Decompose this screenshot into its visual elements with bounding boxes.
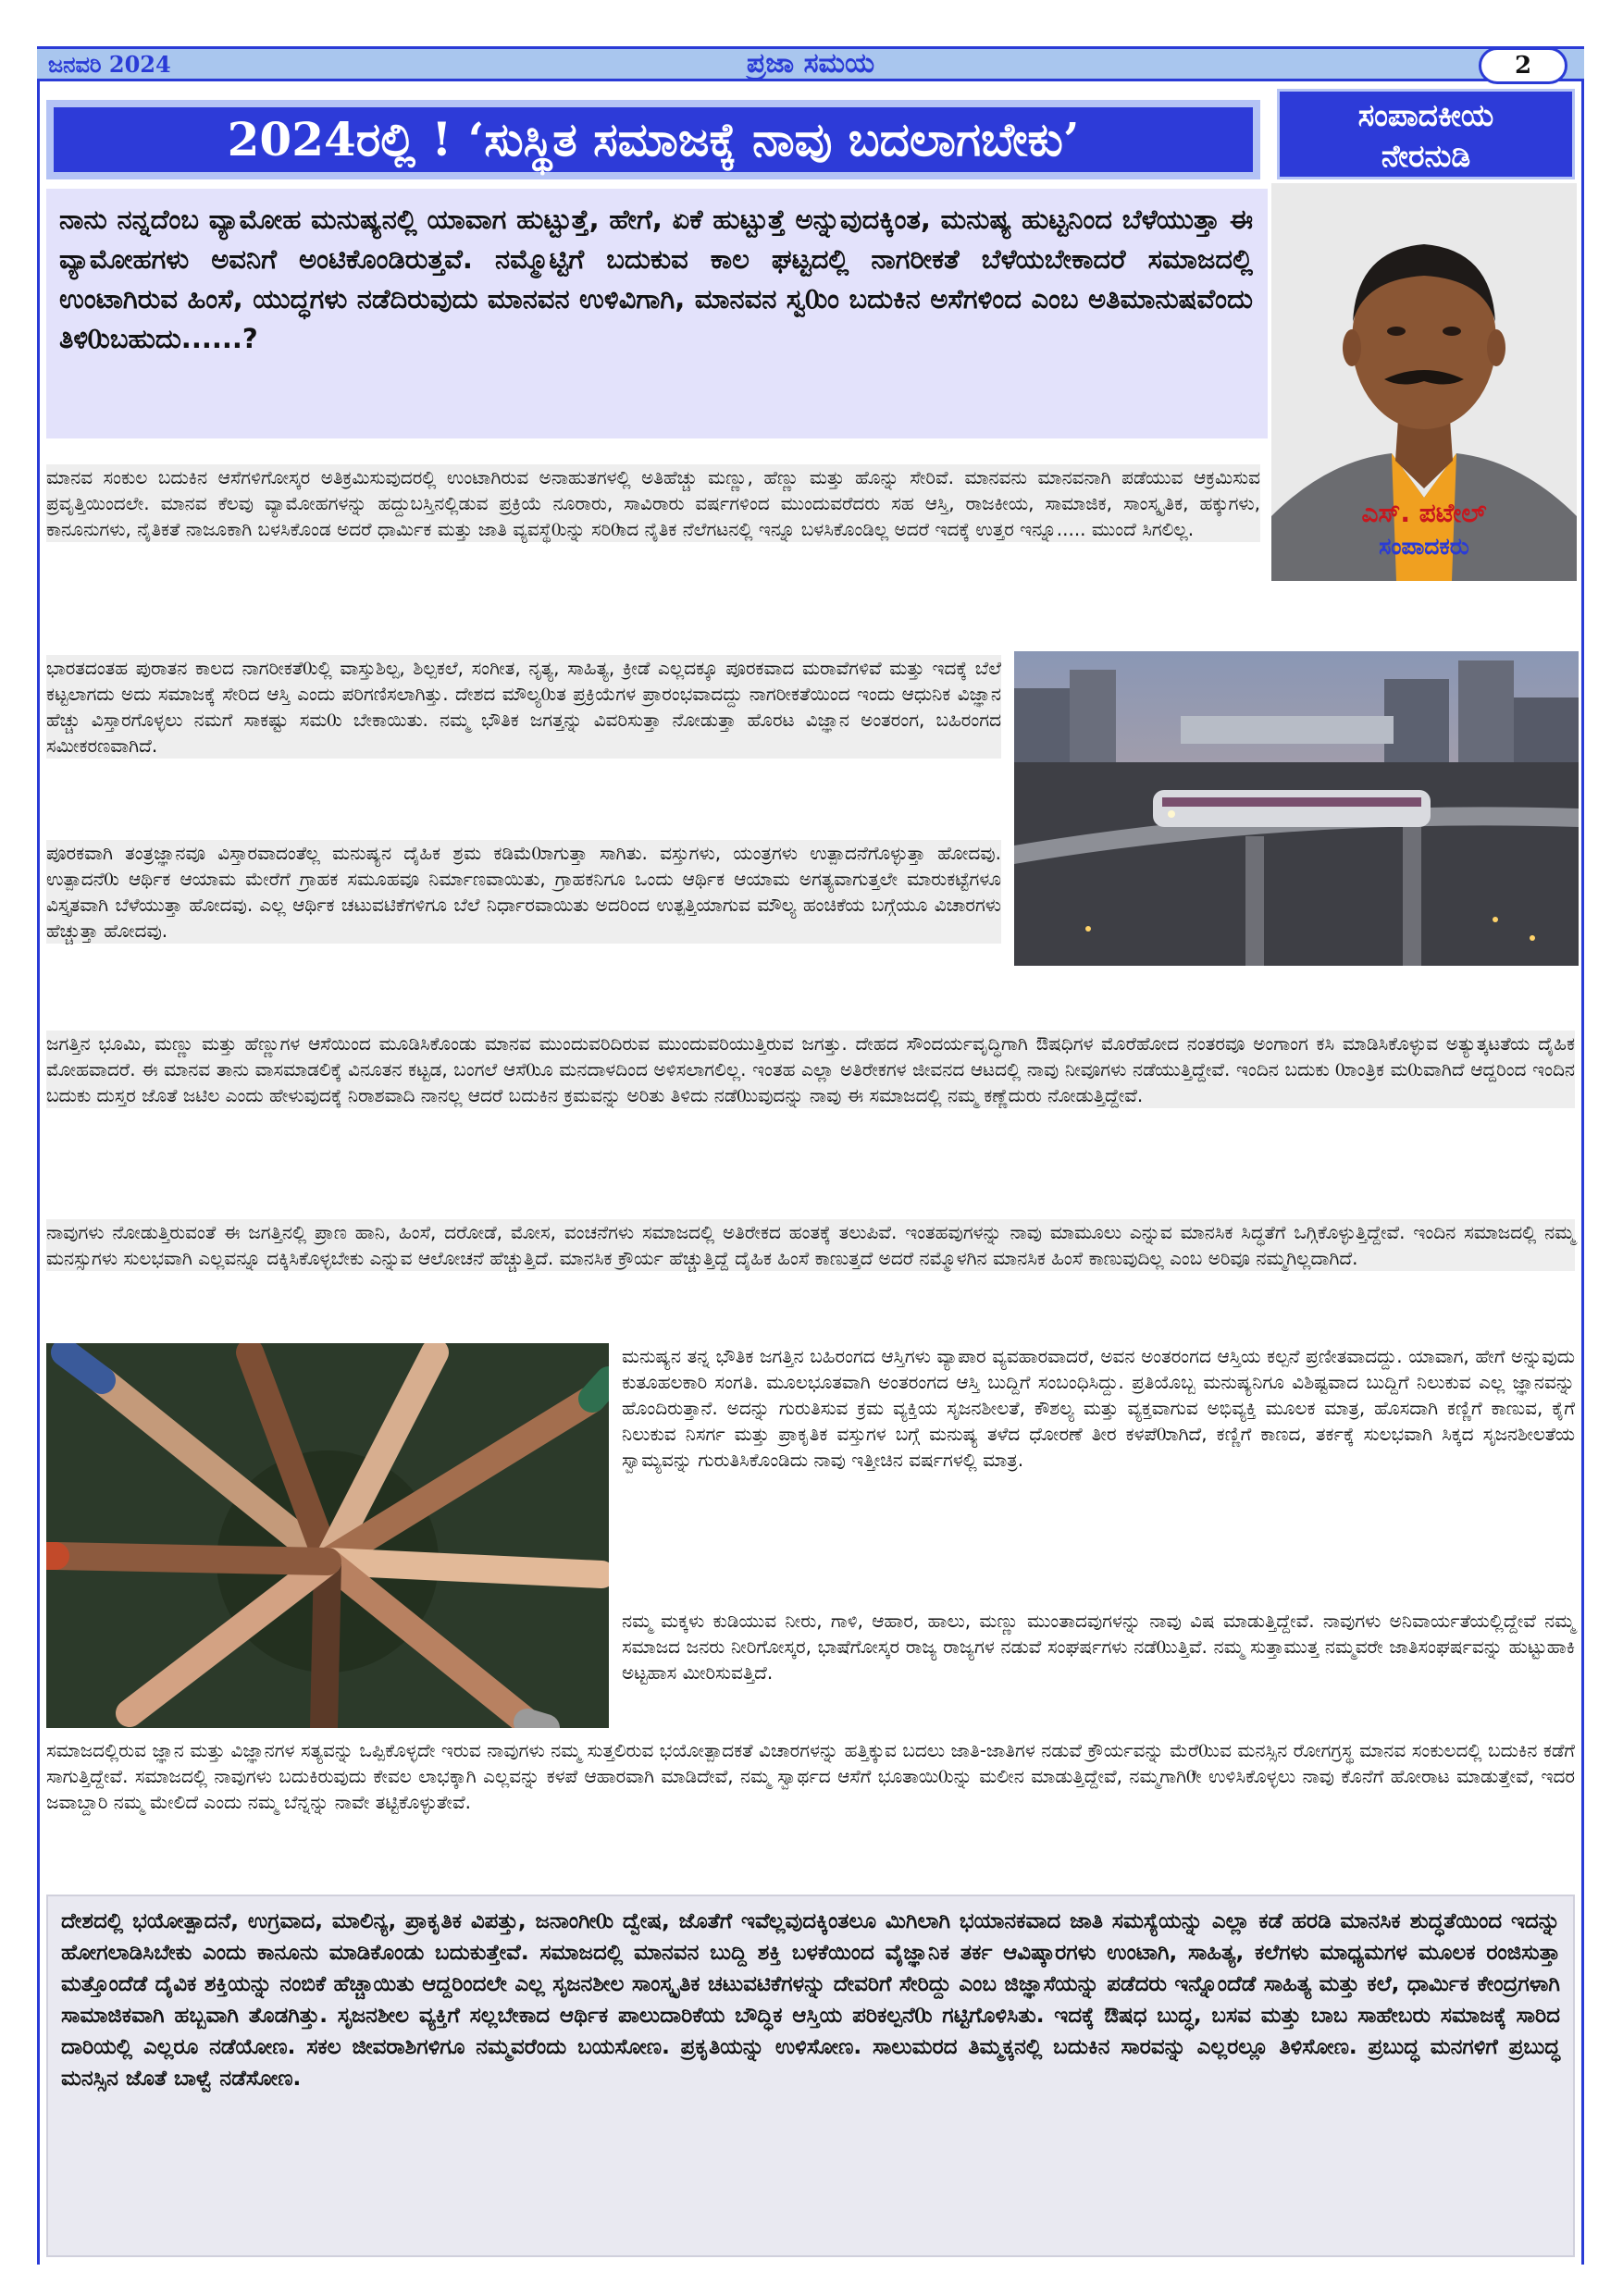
headline-title: 2024ರಲ್ಲಿ ! ‘ಸುಸ್ಥಿತ ಸಮಾಜಕ್ಕೆ ನಾವು ಬದಲಾಗಬೇಕು’ — [227, 112, 1080, 167]
paragraph-2: ಭಾರತದಂತಹ ಪುರಾತನ ಕಾಲದ ನಾಗರೀಕತೆ0ುಲ್ಲಿ ವಾಸ್ತುಶಿಲ್ಪ, ಶಿಲ್ಪಕಲೆ, ಸಂಗೀತ, ನೃತ್ಯ, ಸಾಹಿತ್ಯ, ಕ್ರೀಡೆ ಎಲ್ಲದಕ್ಕೂ ಪೂರಕವಾದ ಮರಾವೆಗಳಿವೆ ಮತ್ತು ಇದಕ್ಕೆ ಬೆಲೆ ಕಟ್ಟಲಾಗದು ಅದು ಸಮಾಜಕ್ಕೆ ಸೇರಿದ ಆಸ್ತಿ ಎಂದು ಪರಿಗಣಿಸಲಾಗಿತ್ತು. ದೇಶದ ಮೌಲ್ಯ0ುತ ಪ್ರಕ್ರಿಯೆಗಳ ಪ್ರಾರಂಭವಾದದ್ದು ನಾಗರೀಕತೆಯಿಂದ ಇಂದು ಆಧುನಿಕ ವಿಜ್ಞಾನ ಹೆಚ್ಚು ವಿಸ್ತಾರಗೊಳ್ಳಲು ನಮಗೆ ಸಾಕಷ್ಟು ಸಮ0ು ಬೇಕಾಯಿತು. ನಮ್ಮ ಭೌತಿಕ ಜಗತ್ತನ್ನು ವಿವರಿಸುತ್ತಾ ನೋಡುತ್ತಾ ಹೊರಟ ವಿಜ್ಞಾನ ಅಂತರಂಗ, ಬಹಿರಂಗದ ಸಮೀಕರಣವಾಗಿದೆ. — [46, 657, 1001, 757]
hands-image-icon — [46, 1343, 609, 1728]
author-role: ಸಂಪಾದಕರು — [1379, 533, 1469, 560]
paragraph-5: ನಾವುಗಳು ನೋಡುತ್ತಿರುವಂತೆ ಈ ಜಗತ್ತಿನಲ್ಲಿ ಪ್ರಾಣ ಹಾನಿ, ಹಿಂಸೆ, ದರೋಡೆ, ಮೋಸ, ವಂಚನೆಗಳು ಸಮಾಜದಲ್ಲಿ ಅತಿರೇಕದ ಹಂತಕ್ಕೆ ತಲುಪಿವೆ. ಇಂತಹವುಗಳನ್ನು ನಾವು ಮಾಮೂಲು ಎನ್ನುವ ಮಾನಸಿಕ ಸಿದ್ಧತೆಗೆ ಒಗ್ಗಿಕೊಳ್ಳುತ್ತಿದ್ದೇವೆ. ಇಂದಿನ ಸಮಾಜದಲ್ಲಿ ನಮ್ಮ ಮನಸ್ಸುಗಳು ಸುಲಭವಾಗಿ ಎಲ್ಲವನ್ನೂ ದಕ್ಕಿಸಿಕೊಳ್ಳಬೇಕು ಎನ್ನುವ ಆಲೋಚನೆ ಹೆಚ್ಚುತ್ತಿದೆ. ಮಾನಸಿಕ ಕ್ರೌರ್ಯ ಹೆಚ್ಚುತ್ತಿದ್ದೆ ದೈಹಿಕ ಹಿಂಸೆ ಕಾಣುತ್ತದೆ ಅದರೆ ನಮ್ಮೊಳಗಿನ ಮಾನಸಿಕ ಹಿಂಸೆ ಕಾಣುವುದಿಲ್ಲ ಎಂಬ ಅರಿವೂ ನಮ್ಮಗಿಲ್ಲದಾಗಿದೆ. — [46, 1221, 1575, 1269]
metro-train-photo — [1014, 651, 1579, 966]
column-name: ನೇರನುಡಿ — [1381, 138, 1471, 174]
paragraph-1: ಮಾನವ ಸಂಕುಲ ಬದುಕಿನ ಆಸೆಗಳಿಗೋಸ್ಕರ ಅತಿಕ್ರಮಿಸುವುದರಲ್ಲಿ ಉಂಟಾಗಿರುವ ಅನಾಹುತಗಳಲ್ಲಿ ಅತಿಹೆಚ್ಚು ಮಣ್ಣು, ಹೆಣ್ಣು ಮತ್ತು ಹೊನ್ನು ಸೇರಿವೆ. ಮಾನವನು ಮಾನವನಾಗಿ ಪಡೆಯುವ ಆಕ್ರಮಿಸುವ ಪ್ರವೃತ್ತಿಯಿಂದಲೇ. ಮಾನವ ಕೆಲವು ವ್ಯಾಮೋಹಗಳನ್ನು ಹದ್ದುಬಸ್ತಿನಲ್ಲಿಡುವ ಪ್ರಕ್ರಿಯೆ ನೂರಾರು, ಸಾವಿರಾರು ವರ್ಷಗಳಿಂದ ಮುಂದುವರೆದರು ಸಹ ಆಸ್ತಿ, ರಾಜಕೀಯ, ಸಾಮಾಜಿಕ, ಸಾಂಸ್ಕೃತಿಕ, ಹಕ್ಕುಗಳು, ಕಾನೂನುಗಳು, ನೈತಿಕತೆ ನಾಜೂಕಾಗಿ ಬಳಸಿಕೊಂಡ ಅದರೆ ಧಾರ್ಮಿಕ ಮತ್ತು ಜಾತಿ ವ್ಯವಸ್ಥೆ0ುನ್ನು ಸರಿ0ಾದ ನೈತಿಕ ನೆಲೆಗಟನಲ್ಲಿ ಇನ್ನೂ ಬಳಸಿಕೊಂಡಿಲ್ಲ ಅದರೆ ಇದಕ್ಕೆ ಉತ್ತರ ಇನ್ನೂ..... ಮುಂದೆ ಸಿಗಲಿಲ್ಲ. — [46, 466, 1260, 540]
author-name: ಎಸ್. ಪಟೇಲ್ — [1361, 498, 1487, 528]
editorial-label-box — [1277, 89, 1575, 179]
closing-paragraph: ದೇಶದಲ್ಲಿ ಭಯೋತ್ಪಾದನೆ, ಉಗ್ರವಾದ, ಮಾಲಿನ್ಯ, ಪ್ರಾಕೃತಿಕ ವಿಪತ್ತು, ಜನಾಂಗೀ0ು ದ್ವೇಷ, ಜೊತೆಗೆ ಇವೆಲ್ಲವುದಕ್ಕಿಂತಲೂ ಮಿಗಿಲಾಗಿ ಭಯಾನಕವಾದ ಜಾತಿ ಸಮಸ್ಯೆಯನ್ನು ಎಲ್ಲಾ ಕಡೆ ಹರಡಿ ಮಾನಸಿಕ ಶುದ್ಧತೆಯಿಂದ ಇದನ್ನು ಹೋಗಲಾಡಿಸಿಬೇಕು ಎಂದು ಕಾನೂನು ಮಾಡಿಕೊಂಡು ಬದುಕುತ್ತೇವೆ. ಸಮಾಜದಲ್ಲಿ ಮಾನವನ ಬುದ್ದಿ ಶಕ್ತಿ ಬಳಕೆಯಿಂದ ವೈಜ್ಞಾನಿಕ ತರ್ಕ ಆವಿಷ್ಕಾರಗಳು ಉಂಟಾಗಿ, ಸಾಹಿತ್ಯ, ಕಲೆಗಳು ಮಾಧ್ಯಮಗಳ ಮೂಲಕ ರಂಜಿಸುತ್ತಾ ಮತ್ತೊಂದೆಡೆ ದೈವಿಕ ಶಕ್ತಿಯನ್ನು ನಂಬಿಕೆ ಹೆಚ್ಚಾಯಿತು ಆದ್ದರಿಂದಲೇ ಎಲ್ಲ ಸೃಜನಶೀಲ ಸಾಂಸ್ಕೃತಿಕ ಚಟುವಟಿಕೆಗಳನ್ನು ದೇವರಿಗೆ ಸೇರಿದ್ದು ಎಂಬ ಜಿಜ್ಞಾಸೆಯನ್ನು ಪಡೆದರು ಇನ್ನೊಂದೆಡೆ ಸಾಹಿತ್ಯ ಮತ್ತು ಕಲೆ, ಧಾರ್ಮಿಕ ಕೇಂದ್ರಗಳಾಗಿ ಸಾಮಾಜಿಕವಾಗಿ ಹಬ್ಬವಾಗಿ ತೊಡಗಿತ್ತು. ಸೃಜನಶೀಲ ವ್ಯಕ್ತಿಗೆ ಸಲ್ಲಬೇಕಾದ ಆರ್ಥಿಕ ಪಾಲುದಾರಿಕೆಯ ಬೌದ್ಧಿಕ ಆಸ್ತಿಯ ಪರಿಕಲ್ಪನೆ0ು ಗಟ್ಟಿಗೊಳಿಸಿತು. ಇದಕ್ಕೆ ಔಷಧ ಬುದ್ಧ, ಬಸವ ಮತ್ತು ಬಾಬ ಸಾಹೇಬರು ಸಮಾಜಕ್ಕೆ ಸಾರಿದ ದಾರಿಯಲ್ಲಿ ಎಲ್ಲರೂ ನಡೆಯೋಣ. ಸಕಲ ಜೀವರಾಶಿಗಳಿಗೂ ನಮ್ಮವರೆಂದು ಬಯಸೋಣ. ಪ್ರಕೃತಿಯನ್ನು ಉಳಿಸೋಣ. ಸಾಲುಮರದ ತಿಮ್ಮಕ್ಕನಲ್ಲಿ ಬದುಕಿನ ಸಾರವನ್ನು ಎಲ್ಲರಲ್ಲೂ ತಿಳಿಸೋಣ. ಪ್ರಬುದ್ಧ ಮನಗಳಿಗೆ ಪ್ರಬುದ್ಧ ಮನಸ್ಸಿನ ಜೊತೆ ಬಾಳ್ವೆ ನಡೆಸೋಣ. — [46, 1895, 1575, 2257]
paragraph-6: ಮನುಷ್ಯನ ತನ್ನ ಭೌತಿಕ ಜಗತ್ತಿನ ಬಹಿರಂಗದ ಆಸ್ತಿಗಳು ವ್ಯಾಪಾರ ವ್ಯವಹಾರವಾದರೆ, ಅವನ ಅಂತರಂಗದ ಆಸ್ತಿಯ ಕಲ್ಪನೆ ಪ್ರಣೀತವಾದದ್ದು. ಯಾವಾಗ, ಹೇಗೆ ಅನ್ನುವುದು ಕುತೂಹಲಕಾರಿ ಸಂಗತಿ. ಮೂಲಭೂತವಾಗಿ ಅಂತರಂಗದ ಆಸ್ತಿ ಬುದ್ದಿಗೆ ಸಂಬಂಧಿಸಿದ್ದು. ಪ್ರತಿಯೊಬ್ಬ ಮನುಷ್ಯನಿಗೂ ವಿಶಿಷ್ಟವಾದ ಬುದ್ದಿಗೆ ನಿಲುಕುವ ಎಲ್ಲ ಜ್ಞಾನವನ್ನು ಹೊಂದಿರುತ್ತಾನೆ. ಅದನ್ನು ಗುರುತಿಸುವ ಕ್ರಮ ವ್ಯಕ್ತಿಯ ಸೃಜನಶೀಲತೆ, ಕೌಶಲ್ಯ ಮತ್ತು ವ್ಯಕ್ತವಾಗುವ ಅಭಿವ್ಯಕ್ತಿ ಮೂಲಕ ಮಾತ್ರ, ಹೊಸದಾಗಿ ಕಣ್ಣಿಗೆ ಕಾಣುವ, ಕೈಗೆ ನಿಲುಕುವ ನಿಸರ್ಗ ಮತ್ತು ಪ್ರಾಕೃತಿಕ ವಸ್ತುಗಳ ಬಗ್ಗೆ ಮನುಷ್ಯ ತಳೆದ ಧೋರಣೆ ತೀರ ಕಳಪೆ0ುಾಗಿದೆ, ಕಣ್ಣಿಗೆ ಕಾಣದ, ತರ್ಕಕ್ಕೆ ಸುಲಭವಾಗಿ ಸಿಕ್ಕದ ಸೃಜನಶೀಲತೆಯ ಸ್ವಾಮ್ಯವನ್ನು ಗುರುತಿಸಿಕೊಂಡಿದು ನಾವು ಇತ್ತೀಚಿನ ವರ್ಷಗಳಲ್ಲಿ ಮಾತ್ರ. — [622, 1345, 1575, 1471]
paragraph-7-part-1: ನಮ್ಮ ಮಕ್ಕಳು ಕುಡಿಯುವ ನೀರು, ಗಾಳಿ, ಆಹಾರ, ಹಾಲು, ಮಣ್ಣು ಮುಂತಾದವುಗಳನ್ನು ನಾವು ವಿಷ ಮಾಡುತ್ತಿದ್ದೇವೆ. ನಾವುಗಳು ಅನಿವಾರ್ಯತೆಯಲ್ಲಿದ್ದೇವೆ ನಮ್ಮ ಸಮಾಜದ ಜನರು ನೀರಿಗೋಸ್ಕರ, ಭಾಷೆಗೋಸ್ಕರ ರಾಜ್ಯ ರಾಜ್ಯಗಳ ನಡುವೆ ಸಂಘರ್ಷಗಳು ನಡೆ0ುುತ್ತಿವೆ. ನಮ್ಮ ಸುತ್ತಾಮುತ್ತ ನಮ್ಮವರೇ ಜಾತಿಸಂಘರ್ಷವನ್ನು ಹುಟ್ಟುಹಾಕಿ ಅಟ್ಟಹಾಸ ಮೀರಿಸುವತ್ತಿದೆ. — [622, 1610, 1575, 1684]
lead-paragraph: ನಾನು ನನ್ನದೆಂಬ ವ್ಯಾಮೋಹ ಮನುಷ್ಯನಲ್ಲಿ ಯಾವಾಗ ಹುಟ್ಟುತ್ತೆ, ಹೇಗೆ, ಏಕೆ ಹುಟ್ಟುತ್ತೆ ಅನ್ನುವುದಕ್ಕಿಂತ, ಮನುಷ್ಯ ಹುಟ್ಟನಿಂದ ಬೆಳೆಯುತ್ತಾ ಈ ವ್ಯಾಮೋಹಗಳು ಅವನಿಗೆ ಅಂಟಿಕೊಂಡಿರುತ್ತವೆ. ನಮ್ಮೊಟ್ಟಿಗೆ ಬದುಕುವ ಕಾಲ ಘಟ್ಟದಲ್ಲಿ ನಾಗರೀಕತೆ ಬೆಳೆಯಬೇಕಾದರೆ ಸಮಾಜದಲ್ಲಿ ಉಂಟಾಗಿರುವ ಹಿಂಸೆ, ಯುದ್ಧಗಳು ನಡೆದಿರುವುದು ಮಾನವನ ಉಳಿವಿಗಾಗಿ, ಮಾನವನ ಸ್ವ0ುಂ ಬದುಕಿನ ಅಸೆಗಳಿಂದ ಎಂಬ ಅತಿಮಾನುಷವೆಂದು ತಿಳಿ0ುಬಹುದು......? — [46, 189, 1268, 438]
newspaper-name: ಪ್ರಜಾ ಸಮಯ — [746, 47, 875, 80]
page-number: 2 — [1479, 47, 1567, 84]
header-bar — [37, 46, 1584, 81]
author-caption — [1271, 498, 1577, 581]
editorial-label: ಸಂಪಾದಕೀಯ — [1357, 97, 1494, 133]
headline-banner — [46, 100, 1260, 179]
paragraph-3: ಪೂರಕವಾಗಿ ತಂತ್ರಜ್ಞಾನವೂ ವಿಸ್ತಾರವಾದಂತೆಲ್ಲ ಮನುಷ್ಯನ ದೈಹಿಕ ಶ್ರಮ ಕಡಿಮೆ0ುಾಗುತ್ತಾ ಸಾಗಿತು. ವಸ್ತುಗಳು, ಯಂತ್ರಗಳು ಉತ್ಪಾದನೆಗೊಳ್ಳುತ್ತಾ ಹೋದವು. ಉತ್ಪಾದನೆ0ು ಆರ್ಥಿಕ ಆಯಾಮ ಮೇರೆಗೆ ಗ್ರಾಹಕ ಸಮೂಹವೂ ನಿರ್ಮಾಣವಾಯಿತು, ಗ್ರಾಹಕನಿಗೂ ಒಂದು ಆರ್ಥಿಕ ಆಯಾಮ ಅಗತ್ಯವಾಗುತ್ತಲೇ ಮಾರುಕಟ್ಟೆಗಳೂ ವಿಸ್ತೃತವಾಗಿ ಬೆಳೆಯುತ್ತಾ ಹೋದವು. ಎಲ್ಲ ಆರ್ಥಿಕ ಚಟುವಟಿಕೆಗಳಿಗೂ ಬೆಲೆ ನಿರ್ಧಾರವಾಯಿತು ಅದರಿಂದ ಉತ್ಪತ್ತಿಯಾಗುವ ಮೌಲ್ಯ ಹಂಚಿಕೆಯ ಬಗ್ಗೆಯೂ ವಿಚಾರಗಳು ಹೆಚ್ಚುತ್ತಾ ಹೋದವು. — [46, 842, 1001, 942]
paragraph-4: ಜಗತ್ತಿನ ಭೂಮಿ, ಮಣ್ಣು ಮತ್ತು ಹೆಣ್ಣುಗಳ ಆಸೆಯಿಂದ ಮೂಡಿಸಿಕೊಂಡು ಮಾನವ ಮುಂದುವರಿದಿರುವ ಮುಂದುವರಿಯುತ್ತಿರುವ ಜಗತ್ತು. ದೇಹದ ಸೌಂದರ್ಯವೃದ್ಧಿಗಾಗಿ ಔಷಧಿಗಳ ಮೊರೆಹೋದ ನಂತರವೂ ಅಂಗಾಂಗ ಕಸಿ ಮಾಡಿಸಿಕೊಳ್ಳುವ ಅತ್ಯುತ್ಕಟತೆಯ ದೈಹಿಕ ಮೋಹವಾದರೆ. ಈ ಮಾನವ ತಾನು ವಾಸಮಾಡಲಿಕ್ಕೆ ವಿನೂತನ ಕಟ್ಟಡ, ಬಂಗಲೆ ಆಸೆ0ುೂ ಮನದಾಳದಿಂದ ಅಳಿಸಲಾಗಲಿಲ್ಲ. ಇಂತಹ ಎಲ್ಲಾ ಅತಿರೇಕಗಳ ಜೀವನದ ಆಟದಲ್ಲಿ ನಾವು ನೀವೂಗಳು ನಡೆಯುತ್ತಿದ್ದೇವೆ. ಇಂದಿನ ಬದುಕು 0ುಾಂತ್ರಿಕ ಮ0ುವಾಗಿದೆ ಆದ್ದರಿಂದ ಇಂದಿನ ಬದುಕು ದುಸ್ತರ ಜೊತೆ ಜಟಿಲ ಎಂದು ಹೇಳುವುದಕ್ಕೆ ನಿರಾಶವಾದಿ ನಾನಲ್ಲ ಆದರೆ ಬದುಕಿನ ಕ್ರಮವನ್ನು ಅರಿತು ತಿಳಿದು ನಡೆ0ುುವುದನ್ನು ನಾವು ಈ ಸಮಾಜದಲ್ಲಿ ನಮ್ಮ ಕಣ್ಣೆದುರು ನೋಡುತ್ತಿದ್ದೇವೆ. — [46, 1032, 1575, 1106]
paragraph-7-part-2: ಸಮಾಜದಲ್ಲಿರುವ ಜ್ಞಾನ ಮತ್ತು ವಿಜ್ಞಾನಗಳ ಸತ್ಯವನ್ನು ಒಪ್ಪಿಕೊಳ್ಳದೇ ಇರುವ ನಾವುಗಳು ನಮ್ಮ ಸುತ್ತಲಿರುವ ಭಯೋತ್ಪಾದಕತೆ ವಿಚಾರಗಳನ್ನು ಹತ್ತಿಕ್ಕುವ ಬದಲು ಜಾತಿ-ಜಾತಿಗಳ ನಡುವೆ ಕ್ರೌರ್ಯವನ್ನು ಮೆರೆ0ುುವ ಮನಸ್ಸಿನ ರೋಗಗ್ರಸ್ಥ ಮಾನವ ಸಂಕುಲದಲ್ಲಿ ಬದುಕಿನ ಕಡೆಗೆ ಸಾಗುತ್ತಿದ್ದೇವೆ. ಸಮಾಜದಲ್ಲಿ ನಾವುಗಳು ಬದುಕಿರುವುದು ಕೇವಲ ಲಾಭಕ್ಕಾಗಿ ಎಲ್ಲವನ್ನು ಕಳಪೆ ಆಹಾರವಾಗಿ ಮಾಡಿದೇವೆ, ನಮ್ಮ ಸ್ವಾರ್ಥದ ಆಸೆಗೆ ಭೂತಾಯಿ0ುನ್ನು ಮಲೀನ ಮಾಡುತ್ತಿದ್ದೇವೆ, ನಮ್ಮಗಾಗಿ0ೇ ಉಳಿಸಿಕೊಳ್ಳಲು ನಾವು ಕೊನೆಗೆ ಹೋರಾಟ ಮಾಡುತ್ತೇವೆ, ಇದರ ಜವಾಬ್ದಾರಿ ನಮ್ಮ ಮೇಲಿದೆ ಎಂದು ನಮ್ಮ ಬೆನ್ನನ್ನು ನಾವೇ ತಟ್ಟಿಕೊಳ್ಳುತೇವೆ. — [46, 1739, 1575, 1813]
hands-circle-photo — [46, 1343, 609, 1728]
train-image-icon — [1014, 651, 1579, 966]
issue-date: ಜನವರಿ 2024 — [48, 51, 171, 78]
